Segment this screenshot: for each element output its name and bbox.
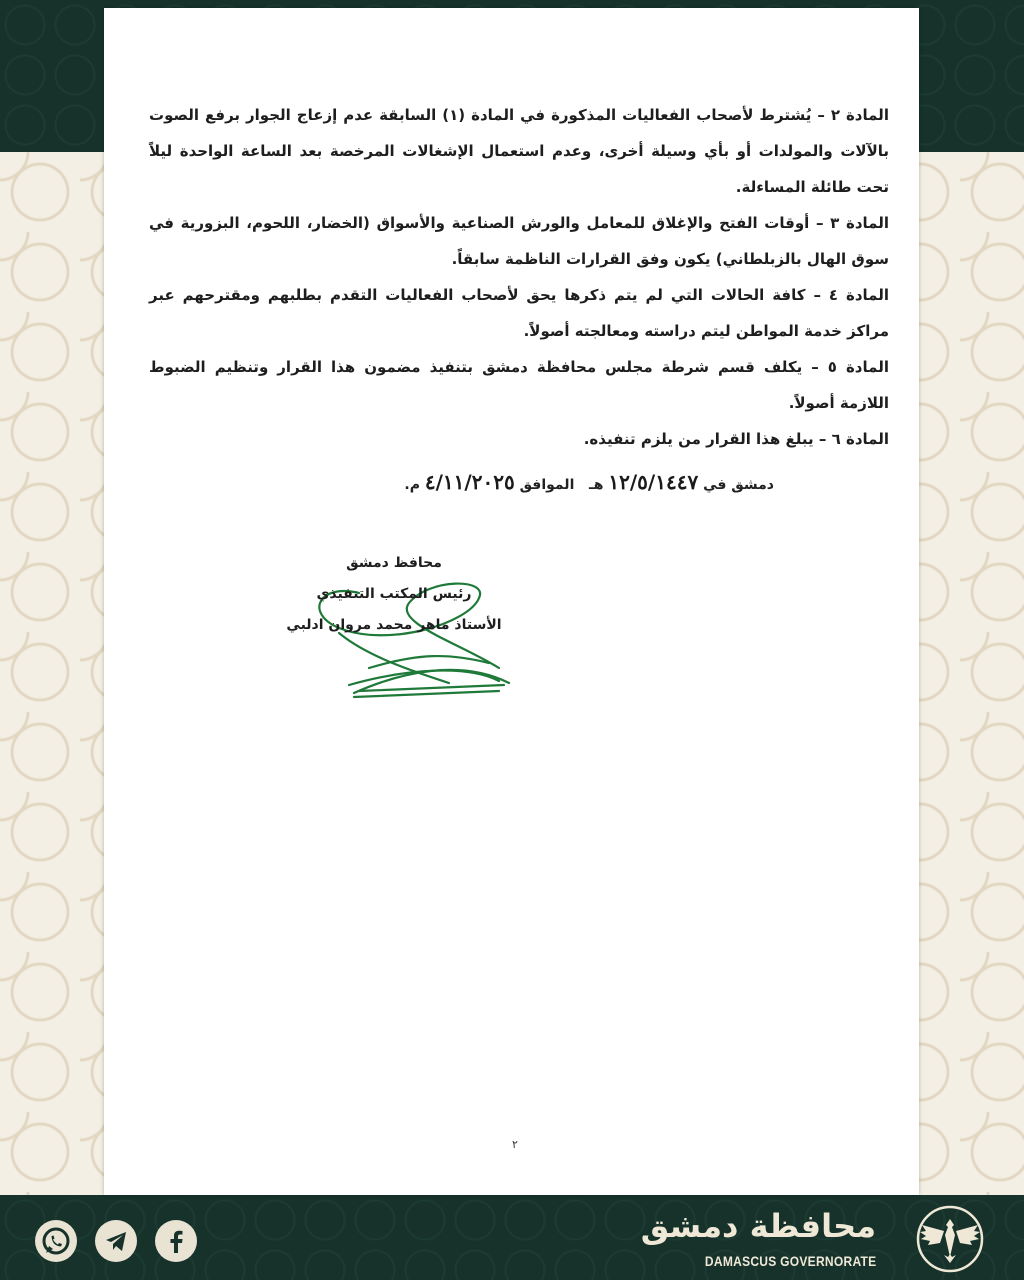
article-label: المادة ٥ – bbox=[811, 358, 889, 376]
signatory-name: الأستاذ ماهر محمد مروان ادلبي bbox=[286, 617, 502, 633]
date-prefix: دمشق في bbox=[703, 477, 774, 493]
article-text: كافة الحالات التي لم يتم ذكرها يحق لأصحاب الفعاليات التقدم بطلبهم ومقترحهم عبر مراكز خدمة المواطن ليتم دراسته ومعالجته أصولاً. bbox=[149, 286, 889, 340]
signatory-position: رئيس المكتب التنفيذي bbox=[316, 586, 472, 602]
telegram-icon[interactable] bbox=[95, 1220, 137, 1262]
article-5 bbox=[149, 349, 889, 421]
hijri-suffix: هـ bbox=[589, 477, 604, 493]
date-line bbox=[404, 470, 774, 494]
signature-block bbox=[274, 548, 514, 641]
article-text: أوقات الفتح والإغلاق للمعامل والورش الصناعية والأسواق (الخضار، اللحوم، البزورية في سوق الهال بالزبلطاني) يكون وفق القرارات الناظمة سابقاً. bbox=[149, 214, 889, 268]
page-number: ٢ bbox=[512, 1138, 518, 1151]
article-text: يبلغ هذا القرار من يلزم تنفيذه. bbox=[583, 430, 814, 448]
article-label: المادة ٢ – bbox=[817, 106, 889, 124]
facebook-icon[interactable] bbox=[155, 1220, 197, 1262]
whatsapp-icon[interactable] bbox=[35, 1220, 77, 1262]
article-list bbox=[149, 97, 889, 457]
article-text: يكلف قسم شرطة مجلس محافظة دمشق بتنفيذ مضمون هذا القرار وتنظيم الضبوط اللازمة أصولاً. bbox=[149, 358, 889, 412]
eagle-emblem-icon bbox=[908, 1205, 992, 1273]
article-4 bbox=[149, 277, 889, 349]
brand-english: DAMASCUS GOVERNORATE bbox=[704, 1253, 876, 1269]
hijri-date: ١٢/٥/١٤٤٧ bbox=[608, 470, 699, 494]
article-3 bbox=[149, 205, 889, 277]
article-6 bbox=[149, 421, 889, 457]
gregorian-suffix: م. bbox=[404, 477, 420, 493]
article-text: يُشترط لأصحاب الفعاليات المذكورة في المادة (١) السابقة عدم إزعاج الجوار برفع الصوت بالآلات والمولدات أو بأي وسيلة أخرى، وعدم استعمال الإشغالات المرخصة بعد الساعة الواحدة ليلاً تحت طائلة المساءلة. bbox=[149, 106, 889, 196]
document-page bbox=[104, 8, 919, 1195]
article-label: المادة ٣ – bbox=[815, 214, 889, 232]
date-middle: الموافق bbox=[519, 477, 575, 493]
brand-arabic: محافظة دمشق bbox=[640, 1207, 876, 1245]
article-label: المادة ٤ – bbox=[813, 286, 889, 304]
gregorian-date: ٤/١١/٢٠٢٥ bbox=[424, 470, 515, 494]
article-label: المادة ٦ – bbox=[818, 430, 889, 448]
article-2 bbox=[149, 97, 889, 205]
signatory-title: محافظ دمشق bbox=[346, 555, 442, 571]
